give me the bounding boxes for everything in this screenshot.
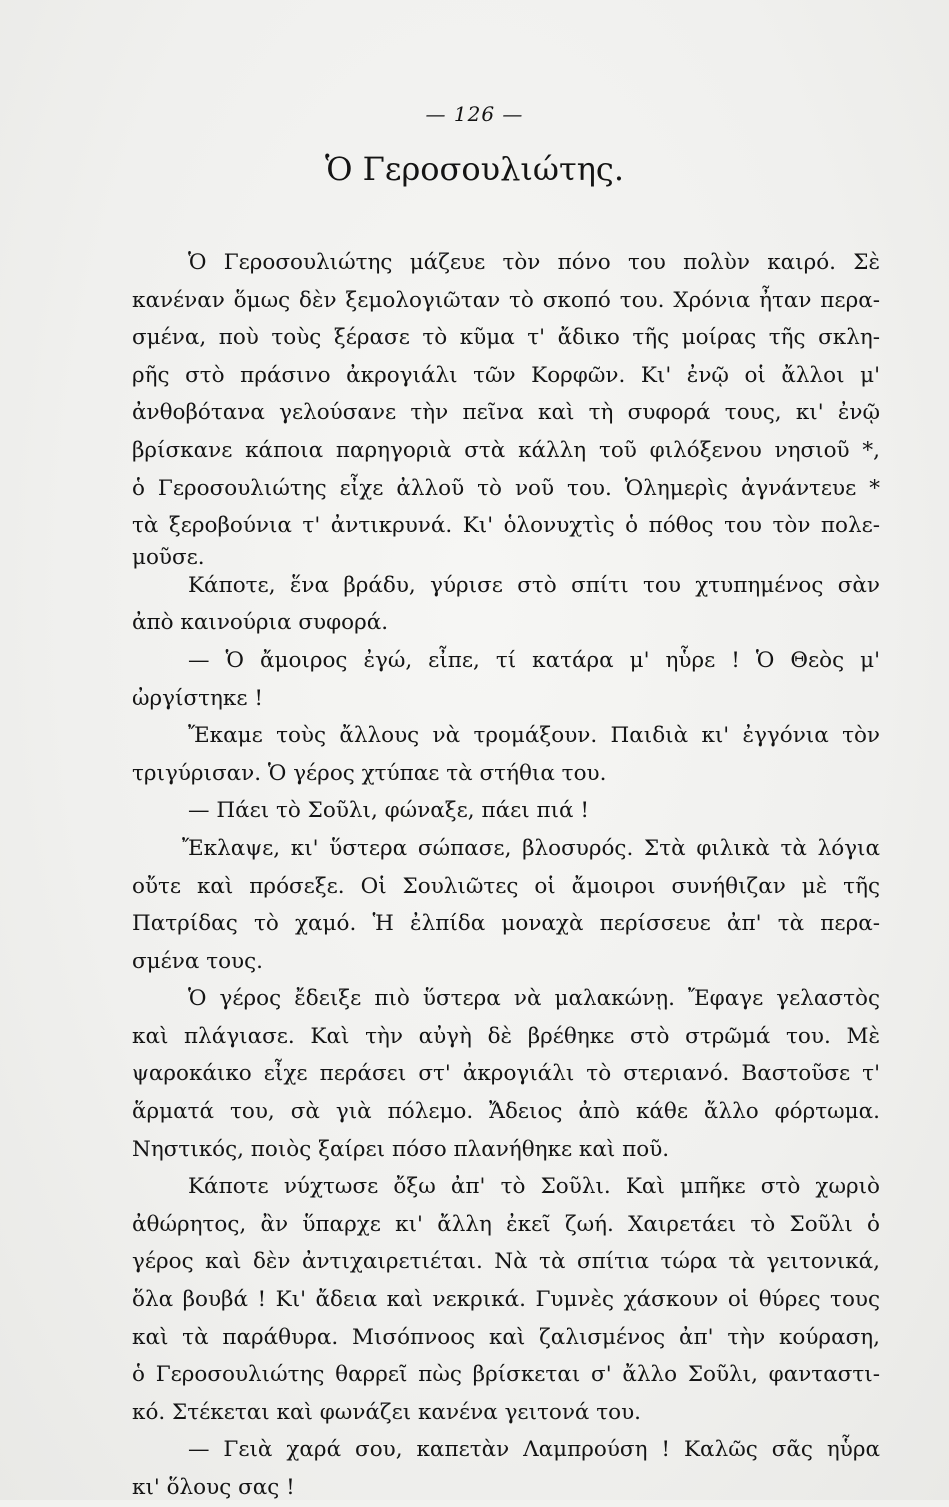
text-line: οὔτε καὶ πρόσεξε. Οἱ Σουλιῶτες οἱ ἄμοιροι συνήθιζαν μὲ τῆς xyxy=(132,873,880,899)
text-line: καὶ τὰ παράθυρα. Μισόπνοος καὶ ζαλισμένος ἀπ' τὴν κούραση, xyxy=(132,1324,880,1350)
text-line: σμένα τους. xyxy=(132,948,263,974)
text-line: τὰ ξεροβούνια τ' ἀντικρυνά. Κι' ὁλονυχτὶς ὁ πόθος του τὸν πολε- xyxy=(132,513,880,539)
text-line: ρῆς στὸ πράσινο ἀκρογιάλι τῶν Κορφῶν. Κι' ἐνῷ οἱ ἄλλοι μ' xyxy=(132,362,880,388)
text-line: — Ὁ ἄμοιρος ἐγώ, εἶπε, τί κατάρα μ' ηὗρε ! Ὁ Θεὸς μ' xyxy=(188,647,880,673)
text-line: ἀπὸ καινούρια συφορά. xyxy=(132,610,389,636)
text-line: κανέναν ὅμως δὲν ξεμολογιῶταν τὸ σκοπό του. Χρόνια ἦταν περα- xyxy=(132,287,880,313)
text-line: μοῦσε. xyxy=(132,544,205,570)
text-line: κό. Στέκεται καὶ φωνάζει κανένα γειτονά του. xyxy=(132,1399,641,1425)
text-line: κι' ὅλους σας ! xyxy=(132,1475,295,1500)
chapter-title: Ὁ Γεροσουλιώτης. xyxy=(325,150,624,188)
text-line: γέρος καὶ δὲν ἀντιχαιρετιέται. Νὰ τὰ σπίτια τώρα τὰ γειτονικά, xyxy=(132,1249,880,1275)
text-line: Ἔκαμε τοὺς ἄλλους νὰ τρομάξουν. Παιδιὰ κι' ἐγγόνια τὸν xyxy=(188,723,880,749)
text-line: Κάποτε, ἕνα βράδυ, γύρισε στὸ σπίτι του χτυπημένος σὰν xyxy=(188,572,880,598)
text-line: ἅρματά του, σὰ γιὰ πόλεμο. Ἄδειος ἀπὸ κάθε ἄλλο φόρτωμα. xyxy=(132,1099,880,1125)
text-line: τριγύρισαν. Ὁ γέρος χτύπαε τὰ στήθια του. xyxy=(132,760,607,786)
text-line: Νηστικός, ποιὸς ξαίρει πόσο πλανήθηκε καὶ ποῦ. xyxy=(132,1136,670,1162)
text-line: ἀθώρητος, ἂν ὕπαρχε κι' ἄλλη ἐκεῖ ζωή. Χαιρετάει τὸ Σοῦλι ὁ xyxy=(132,1211,880,1237)
text-line: καὶ πλάγιασε. Καὶ τὴν αὐγὴ δὲ βρέθηκε στὸ στρῶμά του. Μὲ xyxy=(132,1023,880,1049)
text-line: ὅλα βουβά ! Κι' ἄδεια καὶ νεκρικά. Γυμνὲς χάσκουν οἱ θύρες τους xyxy=(132,1287,880,1313)
text-line: σμένα, ποὺ τοὺς ξέρασε τὸ κῦμα τ' ἄδικο τῆς μοίρας τῆς σκλη- xyxy=(132,325,880,351)
text-line: — Πάει τὸ Σοῦλι, φώναξε, πάει πιά ! xyxy=(188,798,590,824)
text-line: Κάποτε νύχτωσε ὄξω ἀπ' τὸ Σοῦλι. Καὶ μπῆκε στὸ χωριὸ xyxy=(188,1174,880,1200)
page-number: — 126 — xyxy=(425,102,524,126)
text-line: ψαροκάικο εἶχε περάσει στ' ἀκρογιάλι τὸ στεριανό. Βαστοῦσε τ' xyxy=(132,1061,880,1087)
text-line: Ὁ Γεροσουλιώτης μάζευε τὸν πόνο του πολὺν καιρό. Σὲ xyxy=(188,250,880,275)
text-line: ὁ Γεροσουλιώτης εἶχε ἀλλοῦ τὸ νοῦ του. Ὁλημερὶς ἀγνάντευε * xyxy=(132,475,880,501)
text-line: Ἔκλαψε, κι' ὕστερα σώπασε, βλοσυρός. Στὰ φιλικὰ τὰ λόγια xyxy=(182,835,880,861)
text-line: ἀνθοβότανα γελούσανε τὴν πεῖνα καὶ τὴ συφορά τους, κι' ἐνῷ xyxy=(132,400,880,426)
text-line: βρίσκανε κάποια παρηγοριὰ στὰ κάλλη τοῦ φιλόξενου νησιοῦ *, xyxy=(132,437,880,463)
text-line: — Γειὰ χαρά σου, καπετὰν Λαμπρούση ! Καλῶς σᾶς ηὗρα xyxy=(188,1437,880,1463)
text-line: ὁ Γεροσουλιώτης θαρρεῖ πὼς βρίσκεται σ' ἄλλο Σοῦλι, φανταστι- xyxy=(132,1362,880,1388)
text-line: ὠργίστηκε ! xyxy=(132,685,263,711)
text-line: Πατρίδας τὸ χαμό. Ἡ ἐλπίδα μοναχὰ περίσσευε ἀπ' τὰ περα- xyxy=(132,911,880,937)
body-text xyxy=(132,244,880,1507)
text-line: Ὁ γέρος ἔδειξε πιὸ ὕστερα νὰ μαλακώνῃ. Ἔφαγε γελαστὸς xyxy=(188,986,880,1012)
